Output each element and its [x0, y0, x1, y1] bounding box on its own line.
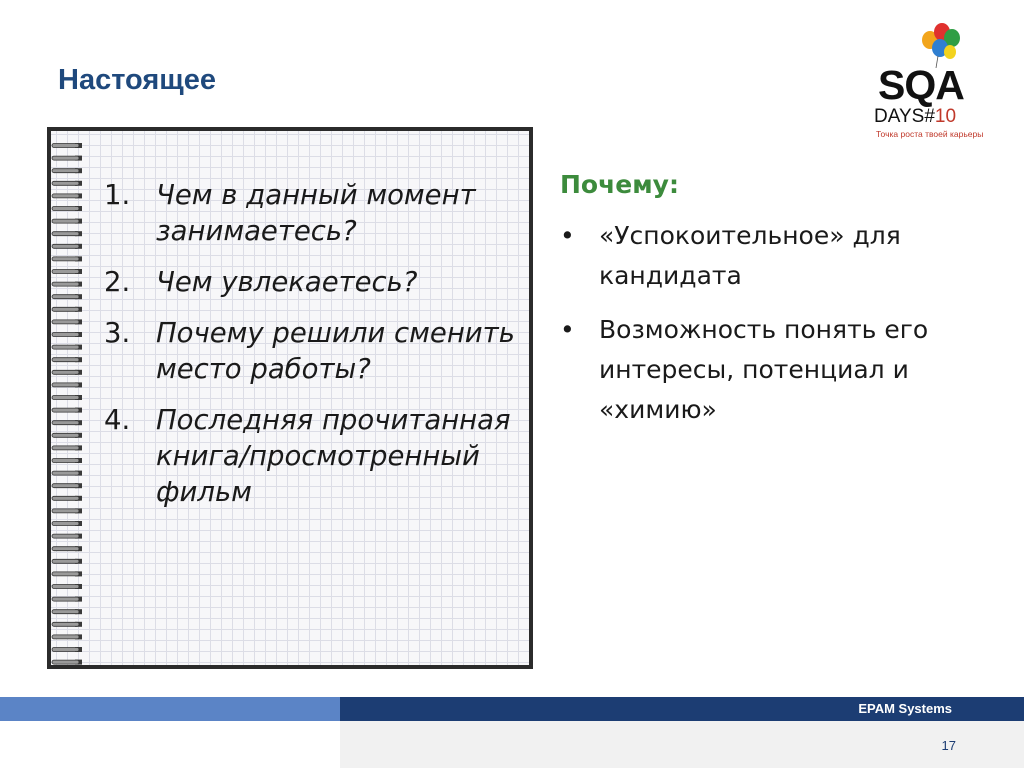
why-list	[560, 216, 980, 444]
list-item-text: Последняя прочитанная книга/просмотренный фильм	[156, 404, 511, 508]
bullet-item	[560, 310, 980, 430]
page-number: 17	[941, 738, 956, 753]
logo-days-prefix: DAYS#	[874, 106, 935, 127]
list-item-number: 3.	[104, 317, 131, 349]
spiral-rings-icon	[51, 137, 93, 665]
bullet-text: «Успокоительное» для кандидата	[599, 221, 901, 290]
bullet-item	[560, 216, 980, 296]
notebook-paper	[51, 131, 529, 665]
logo-days-number: 10	[934, 106, 957, 127]
footer-brand: EPAM Systems	[858, 701, 952, 716]
balloons-icon	[916, 18, 966, 68]
why-heading: Почему:	[560, 170, 679, 199]
list-item-text: Чем увлекаетесь?	[156, 266, 418, 298]
footer-bar-right	[340, 697, 1024, 721]
bullet-text: Возможность понять его интересы, потенциал и «химию»	[599, 315, 929, 424]
list-item	[104, 177, 524, 249]
logo-days	[874, 106, 956, 128]
sqa-days-logo	[868, 18, 988, 143]
slide-title: Настоящее	[58, 64, 216, 96]
list-item	[104, 315, 524, 387]
logo-name: SQA	[878, 62, 964, 108]
list-item-number: 2.	[104, 266, 131, 298]
notebook-image	[47, 127, 533, 669]
list-item-number: 4.	[104, 404, 131, 436]
notebook-list	[104, 177, 524, 525]
bullet-icon: •	[560, 221, 575, 250]
list-item-number: 1.	[104, 179, 131, 211]
footer-bar-left	[0, 697, 340, 721]
footer-lower	[340, 721, 1024, 768]
list-item-text: Чем в данный момент занимаетесь?	[156, 179, 476, 247]
bullet-icon: •	[560, 315, 575, 344]
list-item	[104, 402, 524, 510]
list-item-text: Почему решили сменить место работы?	[156, 317, 515, 385]
logo-tagline: Точка роста твоей карьеры	[876, 129, 984, 139]
list-item	[104, 264, 524, 300]
